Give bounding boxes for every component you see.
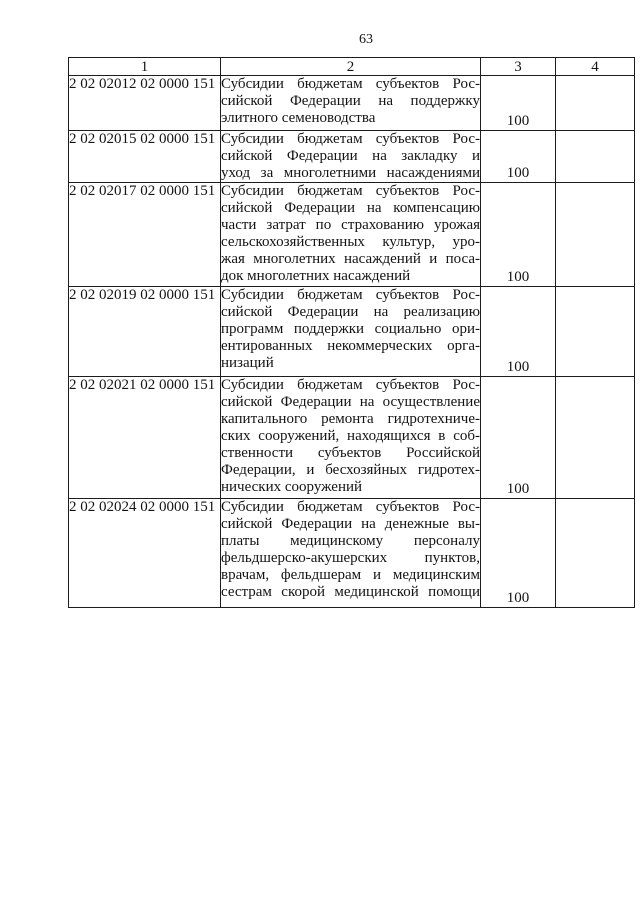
header-row xyxy=(69,58,635,76)
description-line: части затрат по страхованию урожая xyxy=(221,217,480,233)
description-line: сийской Федерации на закладку и xyxy=(221,148,480,164)
description-line: Федерации, и бесхозяйных гидротех- xyxy=(221,462,480,478)
value-cell: 100 xyxy=(481,287,556,377)
description-line: платы медицинскому персоналу xyxy=(221,533,480,549)
column-header-4: 4 xyxy=(556,58,635,76)
description-line: сийской Федерации на реализацию xyxy=(221,304,480,320)
column-header-2: 2 xyxy=(221,58,481,76)
description-line: нических сооружений xyxy=(221,479,363,495)
description-cell xyxy=(221,76,481,131)
table-row xyxy=(69,131,635,183)
table-row xyxy=(69,377,635,499)
description-line: сийской Федерации на осуществление xyxy=(221,394,480,410)
value-cell: 100 xyxy=(481,183,556,287)
budget-code-cell: 2 02 02019 02 0000 151 xyxy=(69,287,221,377)
column-4-cell xyxy=(556,76,635,131)
description-line: врачам, фельдшерам и медицинским xyxy=(221,567,480,583)
budget-code-cell: 2 02 02015 02 0000 151 xyxy=(69,131,221,183)
description-line: капитального ремонта гидротехниче- xyxy=(221,411,480,427)
description-line: элитного семеноводства xyxy=(221,110,376,126)
page-number: 63 xyxy=(359,32,373,47)
column-4-cell xyxy=(556,377,635,499)
description-line: уход за многолетними насаждениями xyxy=(221,165,480,181)
description-line: Субсидии бюджетам субъектов Рос- xyxy=(221,377,480,393)
description-line: сийской Федерации на поддержку xyxy=(221,93,480,109)
description-cell xyxy=(221,287,481,377)
description-line: док многолетних насаждений xyxy=(221,268,411,284)
description-line: ских сооружений, находящихся в соб- xyxy=(221,428,480,444)
value-cell: 100 xyxy=(481,76,556,131)
value-cell: 100 xyxy=(481,499,556,608)
description-line: ентированных некоммерческих орга- xyxy=(221,338,480,354)
description-cell xyxy=(221,499,481,608)
description-line: сельскохозяйственных культур, уро- xyxy=(221,234,480,250)
description-line: Субсидии бюджетам субъектов Рос- xyxy=(221,287,480,303)
budget-code-cell: 2 02 02021 02 0000 151 xyxy=(69,377,221,499)
description-line: низаций xyxy=(221,355,274,371)
table-row xyxy=(69,499,635,608)
budget-code-cell: 2 02 02024 02 0000 151 xyxy=(69,499,221,608)
column-header-1: 1 xyxy=(69,58,221,76)
description-cell xyxy=(221,131,481,183)
table-row xyxy=(69,287,635,377)
description-cell xyxy=(221,377,481,499)
description-line: ственности субъектов Российской xyxy=(221,445,480,461)
column-4-cell xyxy=(556,183,635,287)
value-cell: 100 xyxy=(481,131,556,183)
table-row xyxy=(69,183,635,287)
column-header-3: 3 xyxy=(481,58,556,76)
table-row xyxy=(69,76,635,131)
description-line: программ поддержки социально ори- xyxy=(221,321,480,337)
description-line: жая многолетних насаждений и поса- xyxy=(221,251,480,267)
description-line: Субсидии бюджетам субъектов Рос- xyxy=(221,499,480,515)
description-line: Субсидии бюджетам субъектов Рос- xyxy=(221,131,480,147)
budget-table xyxy=(68,57,635,608)
budget-code-cell: 2 02 02012 02 0000 151 xyxy=(69,76,221,131)
description-line: Субсидии бюджетам субъектов Рос- xyxy=(221,183,480,199)
description-line: фельдшерско-акушерских пунктов, xyxy=(221,550,480,566)
column-4-cell xyxy=(556,131,635,183)
description-line: Субсидии бюджетам субъектов Рос- xyxy=(221,76,480,92)
description-line: сийской Федерации на денежные вы- xyxy=(221,516,480,532)
column-4-cell xyxy=(556,287,635,377)
value-cell: 100 xyxy=(481,377,556,499)
budget-code-cell: 2 02 02017 02 0000 151 xyxy=(69,183,221,287)
description-cell xyxy=(221,183,481,287)
description-line: сийской Федерации на компенсацию xyxy=(221,200,480,216)
description-line: сестрам скорой медицинской помощи xyxy=(221,584,480,600)
column-4-cell xyxy=(556,499,635,608)
